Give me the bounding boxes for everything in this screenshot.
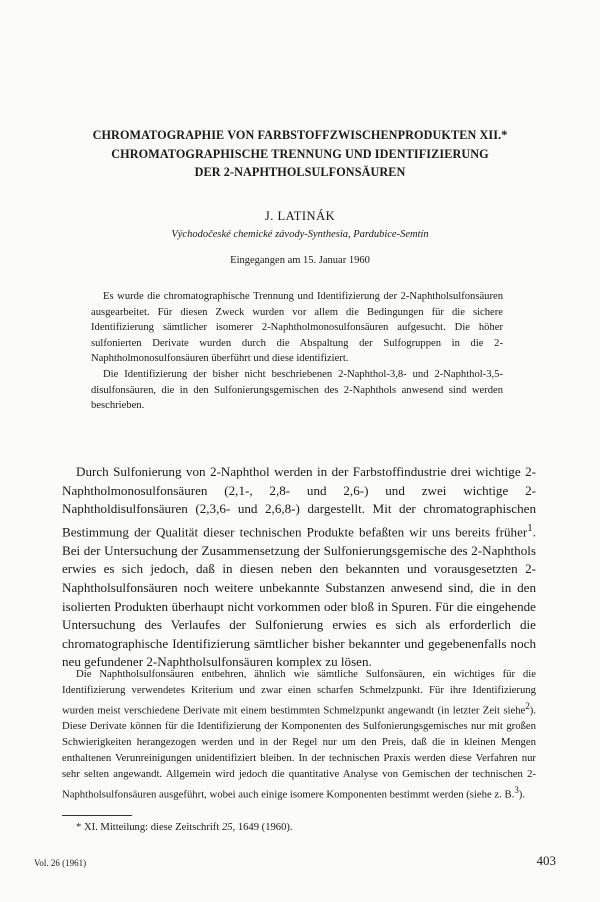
intro-text-a: Durch Sulfonierung von 2-Naphthol werden in der Farbstoffindustrie drei wichtige 2-Naphtholmonosulfonsäuren (2,1-, 2,8- und 2,6-) und zwei wichtige 2-Naphtholdisulfonsäuren (2,3,6- und 2,6,8-) dargestellt. Mit der chromatographischen Bestimmung der Qualität dieser technischen Produkte befaßten wir uns bereits früher	[62, 464, 536, 540]
footnote-divider	[62, 815, 132, 816]
small-text-c: ).	[518, 788, 526, 801]
abstract-paragraph-2: Die Identifizierung der bisher nicht beschriebenen 2-Naphthol-3,8- und 2-Naphthol-3,5-disulfonsäuren, die in den Sulfonierungsgemischen des 2-Naphthols anwesend sind werden beschrieben.	[91, 368, 503, 412]
reference-3-marker: 3	[514, 784, 519, 795]
footnote-text-a: * XI. Mitteilung: diese Zeitschrift	[76, 822, 222, 833]
title-line-2: CHROMATOGRAPHISCHE TRENNUNG UND IDENTIFIZIERUNG	[111, 146, 489, 161]
introduction-paragraph	[62, 463, 536, 672]
introduction-text	[62, 463, 536, 672]
abstract-paragraph-1: Es wurde die chromatographische Trennung und Identifizierung der 2-Naphtholsulfonsäuren ausgearbeitet. Für diesen Zweck wurden vor allem die Bedingungen für die sichere Identifizierung sämtlicher isomerer 2-Naphtholmonosulfonsäuren aufgesucht. Die höher sulfonierten Derivate wurden durch die Abspaltung der Sulfogruppen in die 2-Naphtholmonosulfonsäuren überführt und diese identifiziert.	[91, 291, 503, 365]
title-line-3: DER 2-NAPHTHOLSULFONSÄUREN	[194, 165, 406, 179]
article-title	[30, 126, 570, 182]
reference-1-marker: 1	[527, 521, 533, 534]
footnote	[76, 822, 293, 833]
small-print-text	[62, 667, 536, 803]
author-name: J. LATINÁK	[264, 209, 336, 223]
footnote-text-b: , 1649 (1960).	[232, 822, 293, 833]
page-number: 403	[536, 853, 556, 868]
footnote-volume: 25	[221, 822, 233, 833]
intro-text-b: . Bei der Untersuchung der Zusammensetzung der Sulfonierungsgemische des 2-Naphthols erwies es sich jedoch, daß in diesen neben den bekannten und vorausgesetzten 2-Naphtholsulfonsäuren noch weitere unbekannte Substanzen anwesend sind, die in den isolierten Produkten überhaupt nicht vorkommen oder bloß in Spuren. Für die eingehende Untersuchung des Verlaufes der Sulfonierung erwies es sich als erforderlich die chromatographische Identifizierung sämtlicher bisher bekannter und gegebenenfalls noch neu gefundener 2-Naphtholsulfonsäuren komplex zu lösen.	[62, 524, 536, 670]
received-date: Eingegangen am 15. Januar 1960	[230, 255, 370, 266]
small-print-paragraph	[62, 667, 536, 803]
small-text-a: Die Naphtholsulfonsäuren entbehren, ähnlich wie sämtliche Sulfonsäuren, ein wichtiges für die Identifizierung verwendetes Kriterium und zwar einen scharfen Schmelzpunkt. Für ihre Identifizierung wurden meist verschiedene Derivate mit einem bestimmten Schmelzpunkt angewandt (in letzter Zeit siehe	[62, 668, 536, 717]
journal-reference: Vol. 26 (1961)	[34, 858, 87, 868]
author-affiliation: Východočeské chemické závody-Synthesia, Pardubice-Semtín	[171, 229, 429, 240]
reference-2-marker: 2	[525, 700, 530, 711]
small-text-b: ). Diese Derivate können für die Identifizierung der Komponenten des Sulfonierungsgemisches nur mit großen Schwierigkeiten herangezogen werden und in der Regel nur um den Preis, daß die in kleinen Mengen enthaltenen Verunreinigungen unidentifiziert bleiben. In der technischen Praxis werden diese Verfahren nur sehr selten angewandt. Allgemein wird jedoch die quantitative Analyse von Gemischen der technischen 2-Naphtholsulfonsäuren ausgeführt, wobei auch einige isomere Komponenten bestimmt werden (siehe z. B.	[62, 704, 536, 801]
abstract	[91, 289, 503, 414]
title-line-1: CHROMATOGRAPHIE VON FARBSTOFFZWISCHENPRODUKTEN XII.*	[92, 128, 508, 142]
